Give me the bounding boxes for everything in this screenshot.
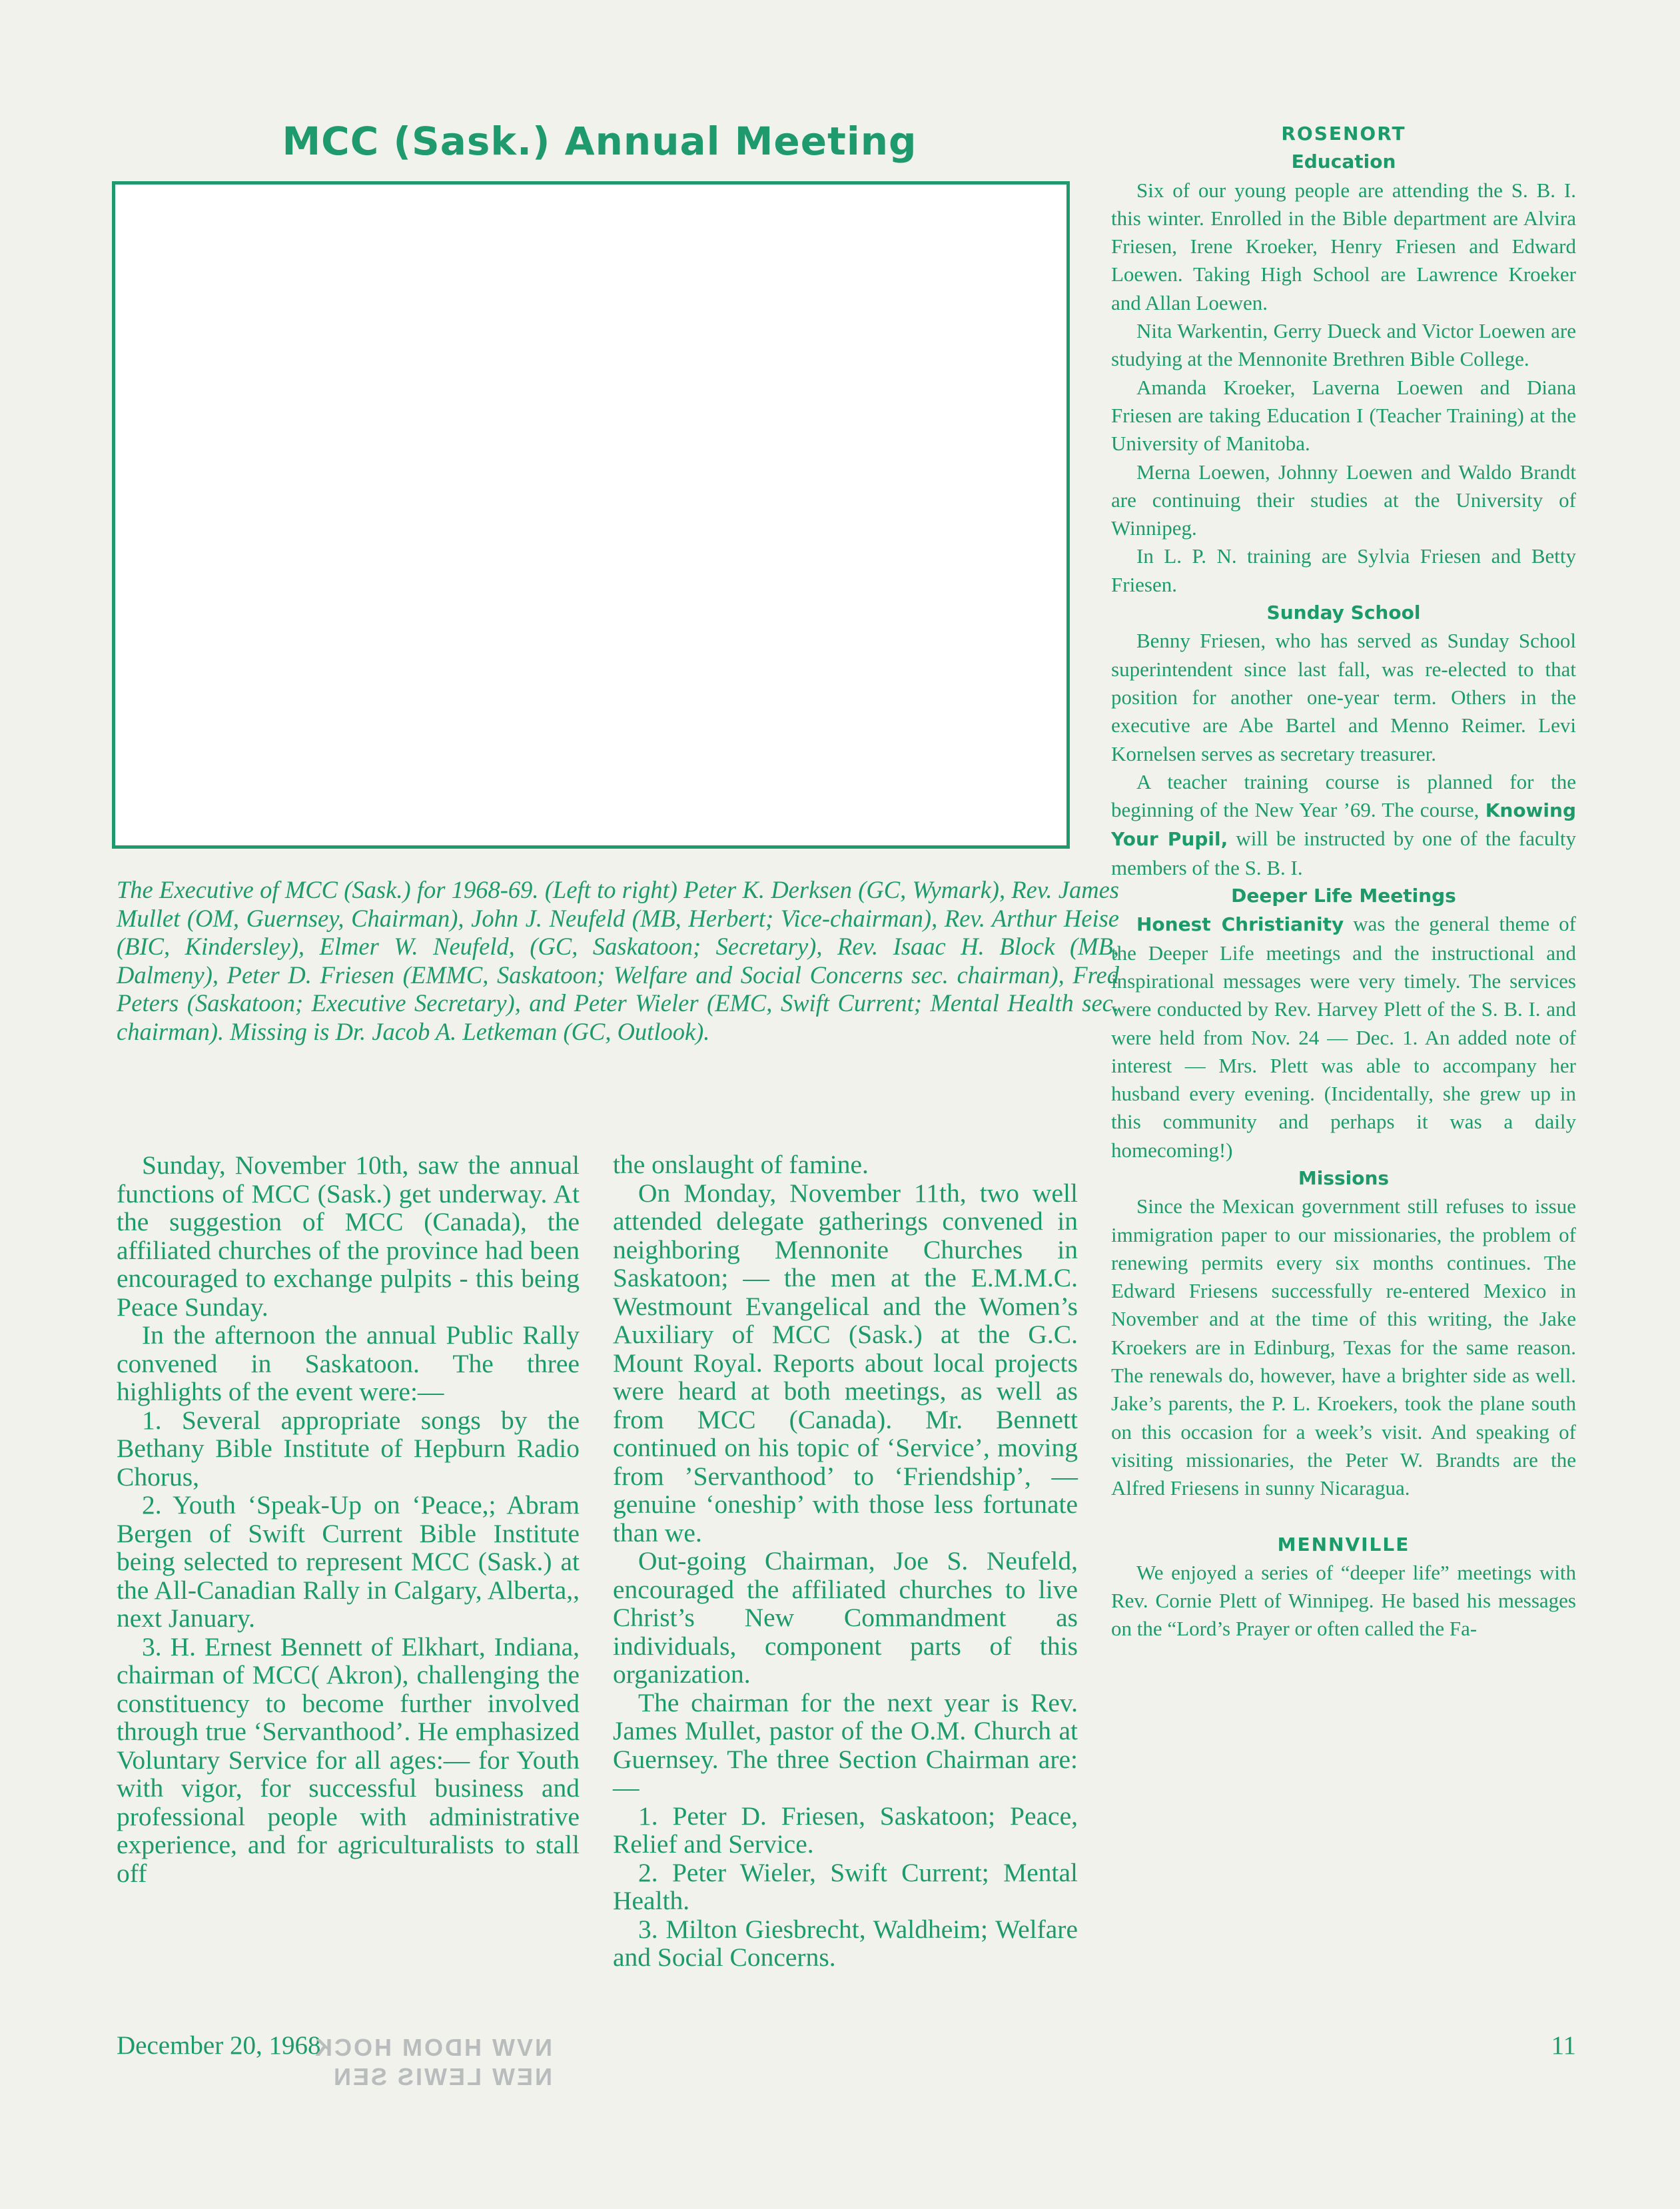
stamp-line: NVW HDOM HOCK: [313, 2034, 552, 2061]
issue-date: December 20, 1968: [117, 2031, 321, 2060]
paragraph: 1. Several appropriate songs by the Bethany Bible Institute of Hepburn Radio Chorus,: [117, 1405, 580, 1492]
paragraph: We enjoyed a series of “deeper life” meetings with Rev. Cornie Plett of Winnipeg. He based his messages on the “Lord’s Prayer or often called the Fa-: [1111, 1560, 1576, 1641]
text-run: was the general theme of the Deeper Life meetings and the instructional and inspirational messages were very timely. The services were conducted by Rev. Harvey Plett of the S. B. I. and were held from Nov. 24 — Dec. 1. An added note of interest — Mrs. Plett was able to accompany her husband every evening. (Incidentally, she grew up in this community and perhaps it was a daily homecoming!): [1111, 912, 1576, 1162]
photo-caption: The Executive of MCC (Sask.) for 1968-69. (Left to right) Peter K. Derksen (GC, Wymark), Rev. James Mullet (OM, Guernsey, Chairman), John J. Neufeld (MB, Herbert; Vice-chairman), Rev. Arthur Heise (BIC, Kindersley), Elmer W. Neufeld, (GC, Saskatoon; Secretary), Rev. Isaac H. Block (MB, Dalmeny), Peter D. Friesen (EMMC, Saskatoon; Welfare and Social Concerns sec. chairman), Fred Peters (Saskatoon; Executive Secretary), and Peter Wieler (EMC, Swift Current; Mental Health sec. chairman). Missing is Dr. Jacob A. Letkeman (GC, Outlook).: [117, 876, 1119, 1045]
paragraph: In the afternoon the annual Public Rally convened in Saskatoon. The three highlights of the event were:—: [117, 1320, 580, 1406]
subhead-missions: Missions: [1298, 1166, 1390, 1189]
paragraph: 3. H. Ernest Bennett of Elkhart, Indiana, chairman of MCC( Akron), challenging the constituency to become further involved through true ‘Servanthood’. He emphasized Voluntary Service for all ages:— for Youth with vigor, for successful business and professional people with administrative experience, and for agriculturalists to stall off: [117, 1631, 580, 1888]
article-column-1: [117, 1151, 580, 1887]
paragraph: Since the Mexican government still refuses to issue immigration paper to our missionaries, the problem of renewing permits every six months continues. The Edward Friesens successfully re-entered Mexico in November and at the time of this writing, the Jake Kroekers are in Edinburg, Texas for the same reason. The renewals do, however, have a brighter side as well. Jake’s parents, the P. L. Kroekers, took the plane south on this occasion for a week’s visit. And speaking of visiting missionaries, the Peter W. Brandts are the Alfred Friesens in sunny Nicaragua.: [1111, 1194, 1576, 1500]
paragraph: the onslaught of famine.: [613, 1150, 869, 1179]
news-column: [1111, 120, 1576, 1643]
paragraph: In L. P. N. training are Sylvia Friesen and Betty Friesen.: [1111, 544, 1576, 596]
paragraph: Six of our young people are attending the S. B. I. this winter. Enrolled in the Bible department are Alvira Friesen, Irene Kroeker, Henry Friesen and Edward Loewen. Taking High School are Lawrence Kroeker and Allan Loewen.: [1111, 178, 1576, 314]
theme-name: Honest Christianity: [1136, 913, 1344, 936]
paragraph: Merna Loewen, Johnny Loewen and Waldo Brandt are continuing their studies at the University of Winnipeg.: [1111, 460, 1576, 540]
subhead-education: Education: [1291, 151, 1396, 173]
paragraph: 1. Peter D. Friesen, Saskatoon; Peace, Relief and Service.: [613, 1801, 1078, 1859]
paragraph: Nita Warkentin, Gerry Dueck and Victor Loewen are studying at the Mennonite Brethren Bible College.: [1111, 319, 1576, 371]
headline: MCC (Sask.) Annual Meeting: [282, 119, 917, 164]
section-title-mennville: MENNVILLE: [1277, 1533, 1410, 1555]
bleed-through-stamp: [313, 2033, 552, 2092]
subhead-sunday-school: Sunday School: [1266, 602, 1421, 624]
paragraph: 2. Peter Wieler, Swift Current; Mental Health.: [613, 1857, 1078, 1915]
page-number: 11: [1551, 2031, 1576, 2060]
paragraph: Benny Friesen, who has served as Sunday School superintendent since last fall, was re-elected to that position for another one-year term. Others in the executive are Abe Bartel and Menno Reimer. Levi Kornelsen serves as secretary treasurer.: [1111, 629, 1576, 765]
paragraph: 2. Youth ‘Speak-Up on ‘Peace,; Abram Bergen of Swift Current Bible Institute being selected to represent MCC (Sask.) at the All-Canadian Rally in Calgary, Alberta,, next January.: [117, 1490, 580, 1633]
article-column-2: [613, 1150, 1078, 1972]
paragraph: On Monday, November 11th, two well attended delegate gatherings convened in neighboring Mennonite Churches in Saskatoon; — the men at the E.M.M.C. Westmount Evangelical and the Women’s Auxiliary of MCC (Sask.) at the G.C. Mount Royal. Reports about local projects were heard at both meetings, as well as from MCC (Canada). Mr. Bennett continued on his topic of ‘Service’, moving from ’Servanthood’ to ‘Friendship’, — genuine ‘oneship’ with those less fortunate than we.: [613, 1178, 1078, 1547]
stamp-line: NEW LEWIS SEN: [331, 2063, 552, 2090]
paragraph: Amanda Kroeker, Laverna Loewen and Diana Friesen are taking Education I (Teacher Training) at the University of Manitoba.: [1111, 375, 1576, 456]
paragraph: [1111, 768, 1576, 882]
paragraph: 3. Milton Giesbrecht, Waldheim; Welfare and Social Concerns.: [613, 1914, 1078, 1972]
paragraph: [1111, 910, 1576, 1164]
executive-photo: [112, 181, 1070, 849]
paragraph: The chairman for the next year is Rev. James Mullet, pastor of the O.M. Church at Guernsey. The three Section Chairman are:—: [613, 1687, 1078, 1802]
course-name: Knowing Your Pupil,: [1111, 799, 1576, 851]
subhead-deeper-life: Deeper Life Meetings: [1231, 885, 1456, 907]
paragraph: Out-going Chairman, Joe S. Neufeld, encouraged the affiliated churches to live Christ’s New Commandment as individuals, component parts of this organization.: [613, 1546, 1078, 1689]
text-run: A teacher training course is planned for the beginning of the New Year ’69. The course,: [1111, 769, 1576, 822]
paragraph: Sunday, November 10th, saw the annual functions of MCC (Sask.) get underway. At the suggestion of MCC (Canada), the affiliated churches of the province had been encouraged to exchange pulpits - this being Peace Sunday.: [117, 1150, 580, 1322]
text-run: will be instructed by one of the faculty members of the S. B. I.: [1111, 827, 1576, 879]
section-title-rosenort: ROSENORT: [1281, 123, 1406, 145]
